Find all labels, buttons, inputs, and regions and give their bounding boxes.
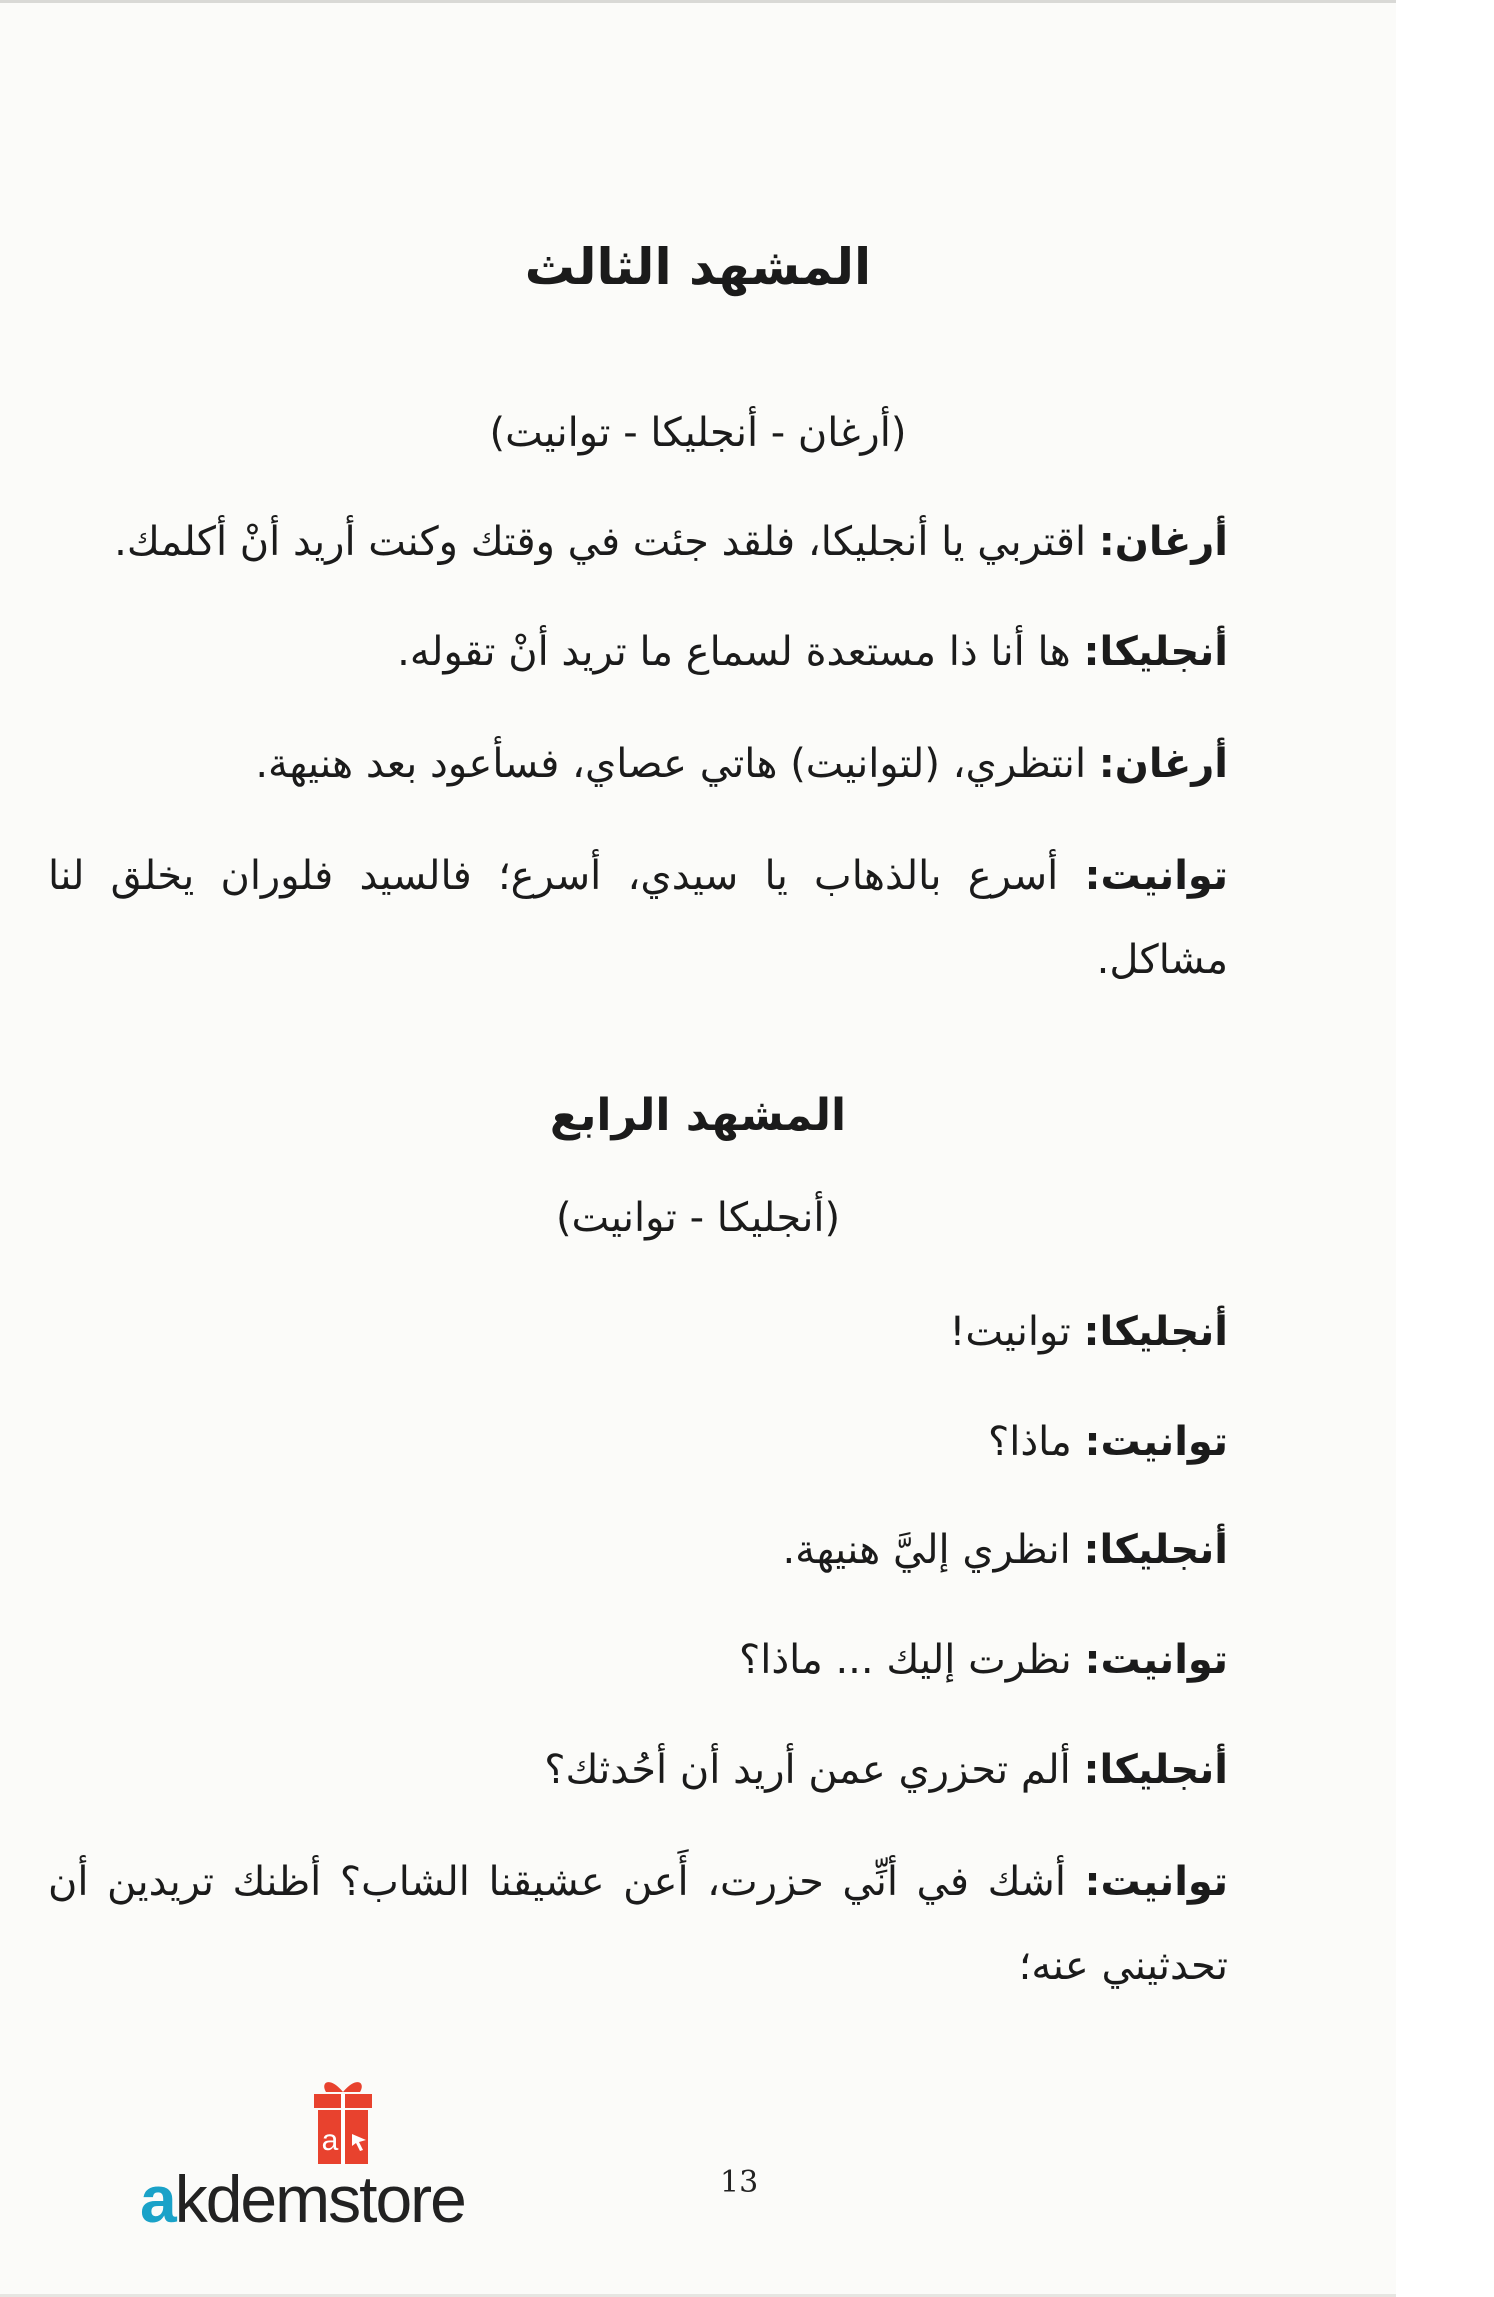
speaker-name: أرغان: xyxy=(1098,519,1228,565)
line-text: توانيت! xyxy=(949,1309,1084,1355)
speaker-name: توانيت: xyxy=(1084,1859,1228,1905)
speaker-name: أنجليكا: xyxy=(1083,1527,1228,1573)
dialogue-line xyxy=(48,1840,1228,2008)
line-text: ماذا؟ xyxy=(988,1419,1085,1465)
speaker-name: أنجليكا: xyxy=(1083,629,1228,675)
dialogue-line xyxy=(48,1290,1228,1374)
line-text: أسرع بالذهاب يا سيدي، أسرع؛ فالسيد فلوران يخلق لنا مشاكل. xyxy=(48,853,1228,983)
scene-4-cast: (أنجليكا - توانيت) xyxy=(555,1195,841,1241)
brand-name xyxy=(140,2164,580,2234)
line-text: ها أنا ذا مستعدة لسماع ما تريد أنْ تقوله. xyxy=(397,629,1084,675)
dialogue-line xyxy=(48,1728,1228,1812)
page-number: 13 xyxy=(720,2165,759,2200)
line-text: ألم تحزري عمن أريد أن أحُدثك؟ xyxy=(544,1747,1084,1793)
dialogue-line xyxy=(48,610,1228,694)
line-text: انتظري، (لتوانيت) هاتي عصاي، فسأعود بعد هنيهة. xyxy=(255,741,1099,787)
speaker-name: توانيت: xyxy=(1084,1637,1228,1683)
dialogue-line xyxy=(48,500,1228,584)
scene-3-title: المشهد الثالث xyxy=(524,238,872,296)
dialogue-line xyxy=(48,1508,1228,1592)
scene-3-cast: (أرغان - أنجليكا - توانيت) xyxy=(489,410,907,456)
line-text: أشك في أنِّي حزرت، أَعن عشيقنا الشاب؟ أظنك تريدين أن تحدثيني عنه؛ xyxy=(48,1859,1228,1989)
top-edge xyxy=(0,0,1396,3)
dialogue-line xyxy=(48,1618,1228,1702)
dialogue-line xyxy=(48,834,1228,1002)
speaker-name: توانيت: xyxy=(1084,853,1228,899)
brand-accent: a xyxy=(140,2162,175,2236)
speaker-name: أنجليكا: xyxy=(1083,1309,1228,1355)
line-text: انظري إليَّ هنيهة. xyxy=(782,1527,1084,1573)
line-text: اقتربي يا أنجليكا، فلقد جئت في وقتك وكنت أريد أنْ أكلمك. xyxy=(114,519,1099,565)
scene-4-title: المشهد الرابع xyxy=(549,1090,847,1141)
icon-letter: a xyxy=(321,2124,339,2157)
speaker-name: توانيت: xyxy=(1084,1419,1228,1465)
dialogue-line xyxy=(48,722,1228,806)
dialogue-line xyxy=(48,1400,1228,1484)
speaker-name: أرغان: xyxy=(1098,741,1228,787)
gift-book-icon xyxy=(308,2072,378,2170)
line-text: نظرت إليك ... ماذا؟ xyxy=(738,1637,1085,1683)
akdemstore-watermark xyxy=(140,2072,580,2236)
speaker-name: أنجليكا: xyxy=(1083,1747,1228,1793)
brand-rest: kdemstore xyxy=(174,2162,465,2236)
